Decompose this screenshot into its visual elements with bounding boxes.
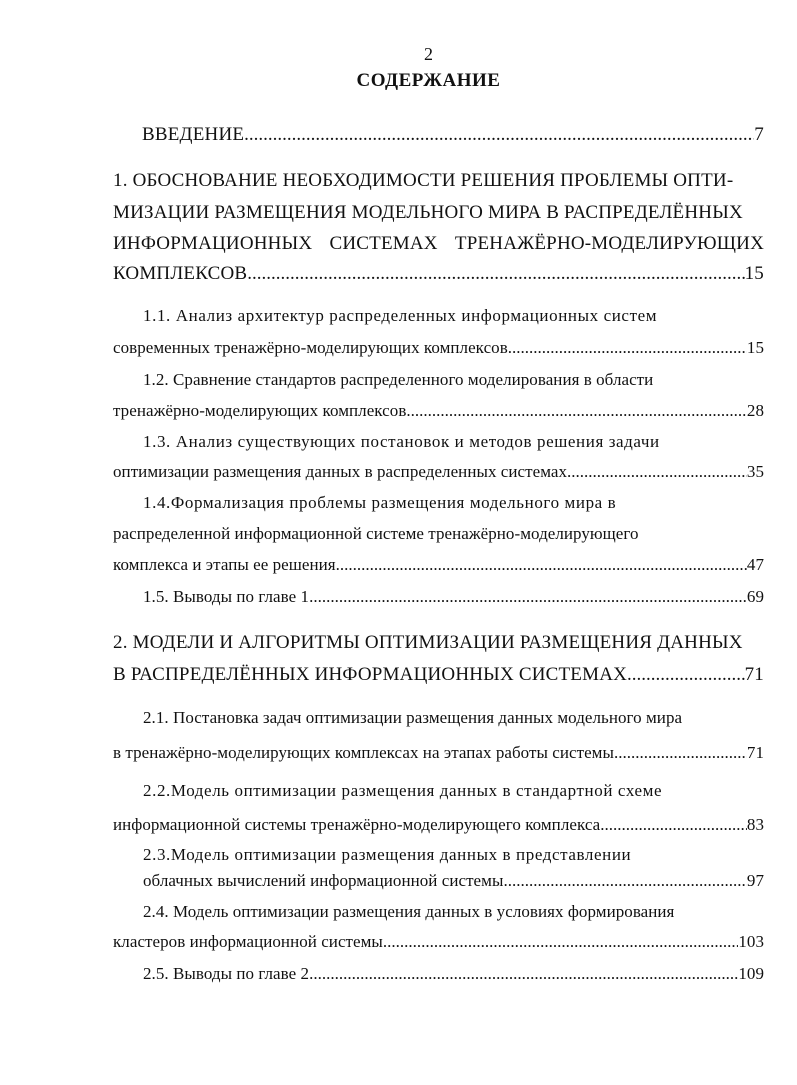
section-title: 1.3. Анализ существующих постановок и методов решения задачи [143, 432, 660, 451]
leader-dots [600, 815, 747, 835]
section-2-2-line1 [143, 781, 764, 801]
toc-entry-page: 69 [746, 587, 764, 606]
leader-dots [614, 743, 747, 763]
toc-entry-page: 71 [746, 743, 764, 762]
section-1-4-line2 [113, 524, 764, 544]
toc-entry-1-2[interactable] [113, 401, 764, 421]
leader-dots [503, 871, 746, 891]
section-title-cont: комплекса и этапы ее решения [113, 555, 336, 574]
toc-entry-page: 97 [746, 871, 764, 890]
section-1-4-line1 [143, 493, 764, 513]
section-title: 2.3.Модель оптимизации размещения данных в представлении [143, 845, 632, 864]
chapter1-line4: КОМПЛЕКСОВ [113, 263, 248, 284]
section-title: 2.4. Модель оптимизации размещения данных в условиях формирования [143, 902, 675, 921]
toc-entry-page: 15 [746, 338, 764, 357]
toc-entry-chapter2[interactable] [113, 664, 764, 686]
toc-entry-page: 103 [738, 932, 764, 951]
chapter1-heading-line1 [113, 170, 764, 192]
leader-dots [508, 338, 747, 358]
section-title-cont: распределенной информационной системе тренажёрно-моделирующего [113, 524, 639, 543]
chapter1-line3-word1: ИНФОРМАЦИОННЫХ [113, 233, 313, 254]
toc-entry-page: 83 [746, 815, 764, 834]
section-1-2-line1 [143, 370, 764, 390]
toc-entry-page: 35 [746, 462, 764, 481]
toc-entry-page: 109 [738, 964, 764, 983]
section-title-cont: облачных вычислений информационной системы [143, 871, 504, 890]
chapter1-heading-line2 [113, 202, 764, 224]
section-1-3-line1 [143, 432, 764, 452]
section-title: 2.2.Модель оптимизации размещения данных в стандартной схеме [143, 781, 663, 800]
chapter1-line3-word2: СИСТЕМАХ [329, 233, 438, 254]
toc-entry-label: ВВЕДЕНИЕ [142, 124, 245, 145]
section-2-1-line1 [143, 708, 764, 728]
section-title: 1.5. Выводы по главе 1 [143, 587, 310, 606]
section-2-3-line1 [143, 845, 764, 865]
section-2-4-line1 [143, 902, 764, 922]
toc-entry-intro[interactable] [142, 124, 764, 146]
chapter1-line1: 1. ОБОСНОВАНИЕ НЕОБХОДИМОСТИ РЕШЕНИЯ ПРОБЛЕМЫ ОПТИ- [113, 170, 734, 191]
chapter1-heading-line3 [113, 233, 764, 255]
section-title-cont: тренажёрно-моделирующих комплексов [113, 401, 407, 420]
leader-dots [336, 555, 747, 575]
section-title-cont: в тренажёрно-моделирующих комплексах на этапах работы системы [113, 743, 614, 762]
toc-entry-1-5[interactable] [143, 587, 764, 607]
toc-entry-1-3[interactable] [113, 462, 764, 482]
leader-dots [309, 964, 738, 984]
section-1-1-line1 [143, 306, 764, 326]
toc-entry-2-2[interactable] [113, 815, 764, 835]
chapter2-heading-line1 [113, 632, 764, 654]
chapter2-line1: 2. МОДЕЛИ И АЛГОРИТМЫ ОПТИМИЗАЦИИ РАЗМЕЩЕНИЯ ДАННЫХ [113, 632, 743, 653]
toc-entry-page: 71 [744, 664, 764, 685]
toc-entry-page: 28 [746, 401, 764, 420]
toc-entry-2-3[interactable] [143, 871, 764, 891]
section-title: 2.1. Постановка задач оптимизации размещения данных модельного мира [143, 708, 683, 727]
leader-dots [244, 124, 754, 146]
section-title-cont: оптимизации размещения данных в распределенных системах [113, 462, 568, 481]
toc-entry-2-5[interactable] [143, 964, 764, 984]
toc-entry-1-1[interactable] [113, 338, 764, 358]
leader-dots [406, 401, 746, 421]
toc-title: СОДЕРЖАНИЕ [356, 70, 501, 91]
page-number: 2 [424, 44, 433, 64]
toc-entry-2-4[interactable] [113, 932, 764, 952]
toc-entry-page: 47 [746, 555, 764, 574]
toc-entry-2-1[interactable] [113, 743, 764, 763]
section-title: 1.4.Формализация проблемы размещения модельного мира в [143, 493, 617, 512]
leader-dots [383, 932, 738, 952]
section-title-cont: современных тренажёрно-моделирующих комплексов [113, 338, 508, 357]
leader-dots [627, 664, 745, 686]
toc-entry-page: 7 [754, 124, 764, 145]
section-title: 2.5. Выводы по главе 2 [143, 964, 310, 983]
leader-dots [567, 462, 747, 482]
section-title-cont: кластеров информационной системы [113, 932, 383, 951]
section-title: 1.2. Сравнение стандартов распределенного моделирования в области [143, 370, 654, 389]
chapter1-line3-word3: ТРЕНАЖЁРНО-МОДЕЛИРУЮЩИХ [454, 233, 764, 254]
toc-entry-chapter1[interactable] [113, 263, 764, 285]
leader-dots [309, 587, 747, 607]
section-title: 1.1. Анализ архитектур распределенных информационных систем [143, 306, 658, 325]
chapter1-line2: МИЗАЦИИ РАЗМЕЩЕНИЯ МОДЕЛЬНОГО МИРА В РАСПРЕДЕЛЁННЫХ [113, 202, 743, 223]
toc-entry-1-4[interactable] [113, 555, 764, 575]
section-title-cont: информационной системы тренажёрно-моделирующего комплекса [113, 815, 601, 834]
leader-dots [247, 263, 744, 285]
toc-entry-page: 15 [744, 263, 764, 284]
chapter2-line2: В РАСПРЕДЕЛЁННЫХ ИНФОРМАЦИОННЫХ СИСТЕМАХ [113, 664, 628, 685]
